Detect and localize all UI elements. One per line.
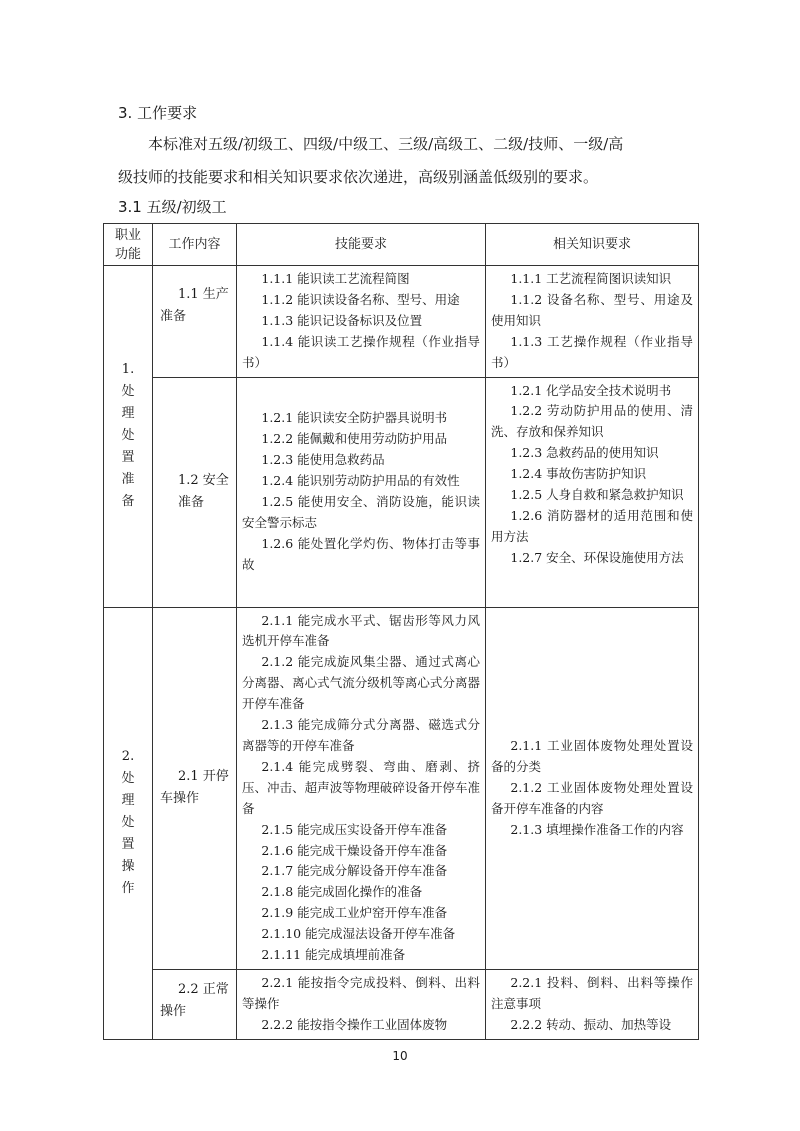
subsection-title: 3.1 五级/初级工 (118, 198, 227, 216)
knowledge-item: 1.1.3 工艺操作规程（作业指导书） (491, 333, 693, 370)
skill-item: 2.1.5 能完成压实设备开停车准备 (261, 821, 448, 837)
work-2-2-label-line-1: 2.2 正常 (178, 981, 229, 997)
page-number: 10 (392, 1049, 408, 1063)
function-2-cell (104, 607, 153, 1039)
skill-item: 2.1.10 能完成湿法设备开停车准备 (261, 926, 456, 942)
work-2-2-label-line-2: 操作 (160, 1003, 187, 1019)
skill-item: 2.1.8 能完成固化操作的准备 (261, 884, 423, 900)
work-1-1-label-line-2: 准备 (160, 309, 187, 324)
knowledge-item: 1.2.7 安全、环保设施使用方法 (510, 549, 684, 565)
knowledge-item: 1.2.3 急救药品的使用知识 (510, 445, 659, 461)
knowledge-item: 1.2.1 化学品安全技术说明书 (510, 382, 672, 398)
table-row (104, 377, 699, 607)
skill-item: 2.1.2 能完成旋风集尘器、通过式离心分离器、离心式气流分级机等离心式分离器开停车准备 (242, 654, 480, 712)
work-1-2-label-line-1: 1.2 安全 (178, 473, 229, 489)
skill-item: 2.2.1 能按指令完成投料、倒料、出料等操作 (242, 974, 480, 1011)
skill-item: 1.2.4 能识别劳动防护用品的有效性 (261, 473, 460, 489)
skill-item: 2.1.6 能完成干燥设备开停车准备 (261, 842, 448, 858)
skill-item: 2.1.9 能完成工业炉窑开停车准备 (261, 905, 448, 921)
function-1-char: 处 (121, 428, 135, 444)
knowledge-item: 2.2.1 投料、倒料、出料等操作注意事项 (491, 974, 693, 1011)
function-2-char: 操 (121, 859, 135, 875)
skill-item: 2.1.3 能完成筛分式分离器、磁选式分离器等的开停车准备 (242, 717, 480, 753)
knowledge-item: 1.1.1 工艺流程简图识读知识 (510, 271, 672, 286)
function-1-char: 理 (121, 406, 135, 422)
table-row (104, 607, 699, 969)
function-1-char: 备 (121, 494, 135, 510)
work-1-1-cell (153, 266, 237, 378)
knowledge-item: 1.2.4 事故伤害防护知识 (510, 466, 647, 482)
work-2-1-cell (153, 607, 237, 969)
skill-item: 1.2.5 能使用安全、消防设施，能识读安全警示标志 (242, 494, 480, 530)
skill-item: 1.1.1 能识读工艺流程简图 (261, 271, 410, 286)
work-2-1-label-line-2: 车操作 (160, 791, 200, 807)
function-2-char: 理 (121, 793, 135, 809)
header-knowledge: 相关知识要求 (486, 224, 699, 266)
skill-item: 1.2.2 能佩戴和使用劳动防护用品 (261, 431, 448, 447)
knowledge-item: 1.2.6 消防器材的适用范围和使用方法 (491, 507, 693, 544)
skill-1-2-cell (237, 377, 486, 607)
skill-item: 2.1.4 能完成劈裂、弯曲、磨剥、挤压、冲击、超声波等物理破碎设备开停车准备 (242, 758, 480, 816)
work-2-2-cell (153, 969, 237, 1039)
knowledge-item: 2.1.1 工业固体废物处理处置设备的分类 (491, 737, 693, 774)
skill-2-2-cell (237, 969, 486, 1039)
header-work-content: 工作内容 (153, 224, 237, 266)
function-2-char: 处 (121, 771, 135, 787)
work-1-2-cell (153, 377, 237, 607)
work-2-1-label-line-1: 2.1 开停 (178, 769, 229, 785)
intro-line-2: 级技师的技能要求和相关知识要求依次递进，高级别涵盖低级别的要求。 (118, 168, 599, 186)
header-function (104, 224, 153, 266)
function-1-cell (104, 266, 153, 608)
work-1-1-label-line-1: 1.1 生产 (178, 287, 229, 302)
function-1-char: 准 (121, 472, 135, 488)
skill-item: 1.1.2 能识读设备名称、型号、用途 (261, 291, 460, 307)
function-1-label (104, 359, 152, 513)
knowledge-item: 2.1.3 填埋操作准备工作的内容 (510, 821, 684, 837)
section-title: 3. 工作要求 (118, 104, 198, 122)
header-function-line-1: 职业 (114, 227, 141, 243)
knowledge-1-2-cell (486, 377, 699, 607)
skill-item: 1.2.3 能使用急救药品 (261, 452, 385, 468)
knowledge-item: 2.2.2 转动、振动、加热等设 (510, 1016, 672, 1032)
skill-item: 1.1.3 能识记设备标识及位置 (261, 312, 423, 328)
knowledge-1-1-cell (486, 266, 699, 378)
function-1-char: 处 (121, 384, 135, 400)
table-row (104, 969, 699, 1039)
knowledge-item: 2.1.2 工业固体废物处理处置设备开停车准备的内容 (491, 779, 693, 816)
intro-line-1: 本标准对五级/初级工、四级/中级工、三级/高级工、二级/技师、一级/高 (148, 135, 624, 153)
function-2-char: 处 (121, 815, 135, 831)
function-2-char: 置 (121, 837, 135, 853)
header-skill: 技能要求 (237, 224, 486, 266)
skill-item: 1.2.6 能处置化学灼伤、物体打击等事故 (242, 535, 480, 572)
skill-item: 2.1.7 能完成分解设备开停车准备 (261, 863, 448, 879)
table-header-row (104, 224, 699, 266)
function-2-number: 2. (121, 749, 135, 765)
header-function-line-2: 功能 (114, 246, 141, 262)
knowledge-item: 1.2.2 劳动防护用品的使用、清洗、存放和保养知识 (491, 403, 693, 440)
table-row (104, 266, 699, 378)
knowledge-2-2-cell (486, 969, 699, 1039)
function-2-char: 作 (121, 881, 135, 897)
function-1-number: 1. (121, 362, 135, 378)
skill-item: 2.1.11 能完成填埋前准备 (261, 947, 406, 963)
requirements-table (103, 223, 699, 1040)
skill-item: 1.1.4 能识读工艺操作规程（作业指导书） (242, 333, 480, 370)
knowledge-item: 1.2.5 人身自救和紧急救护知识 (510, 487, 684, 503)
function-2-label (104, 746, 152, 900)
knowledge-2-1-cell (486, 607, 699, 969)
intro-paragraph (118, 128, 693, 194)
skill-item: 1.2.1 能识读安全防护器具说明书 (261, 410, 448, 426)
knowledge-item: 1.1.2 设备名称、型号、用途及使用知识 (491, 291, 693, 328)
skill-1-1-cell (237, 266, 486, 378)
work-1-2-label-line-2: 准备 (178, 495, 205, 511)
skill-2-1-cell (237, 607, 486, 969)
function-1-char: 置 (121, 450, 135, 466)
skill-item: 2.1.1 能完成水平式、锯齿形等风力风选机开停车准备 (242, 612, 480, 649)
skill-item: 2.2.2 能按指令操作工业固体废物 (261, 1016, 448, 1032)
